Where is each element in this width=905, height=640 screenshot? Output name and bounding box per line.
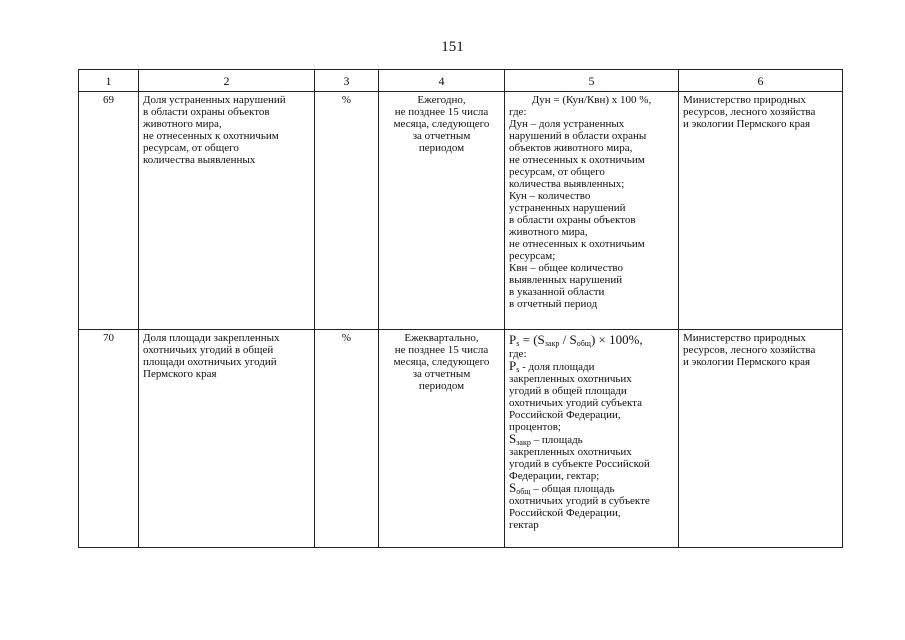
indicator-name: Доля устраненных нарушений в области охраны объектов животного мира, не отнесенных к охотничьим ресурсам, от общего количества выявленных [139,92,315,330]
table-row [79,330,843,548]
page-number: 151 [441,39,464,55]
header-cell: 4 [379,70,505,92]
row-number: 70 [79,330,139,548]
row-number: 69 [79,92,139,330]
header-cell: 3 [315,70,379,92]
responsible-body: Министерство природных ресурсов, лесного хозяйства и экологии Пермского края [679,330,843,548]
header-cell: 1 [79,70,139,92]
table-header-row [79,70,843,92]
formula: $P_s = (S_{закр} / S_{общ}) \times 100\%$, [509,332,643,348]
unit: % [315,330,379,548]
header-cell: 2 [139,70,315,92]
period: Ежегодно, не позднее 15 числа месяца, следующего за отчетным периодом [379,92,505,330]
table-row [79,92,843,330]
calculation-method: $P_s = (S_{закр} / S_{общ}) \times 100\%$, где: $P_s$ - доля площади закрепленных охотничьих угодий в общей площади охотничьих угодий субъекта Российской Федерации, процентов; $S_{закр}$ – площадь закрепленных охотничьих угодий в субъекте Российской Федерации, гектар; $S_{общ}$ – общая площадь охотничьих угодий в субъекте Российской Федерации, гектар [505,330,679,548]
header-cell: 6 [679,70,843,92]
indicator-name: Доля площади закрепленных охотничьих угодий в общей площади охотничьих угодий Пермского края [139,330,315,548]
period: Ежеквартально, не позднее 15 числа месяца, следующего за отчетным периодом [379,330,505,548]
indicator-table [78,69,843,548]
responsible-body: Министерство природных ресурсов, лесного хозяйства и экологии Пермского края [679,92,843,330]
header-cell: 5 [505,70,679,92]
unit: % [315,92,379,330]
calculation-method: Дун = (Кун/Квн) х 100 %, где: Дун – доля устраненных нарушений в области охраны объектов животного мира, не отнесенных к охотничьим ресурсам, от общего количества выявленных; Кун – количество устраненных нарушений в области охраны объектов животного мира, не отнесенных к охотничьим ресурсам; Квн – общее количество выявленных нарушений в указанной области в отчетный период [505,92,679,330]
